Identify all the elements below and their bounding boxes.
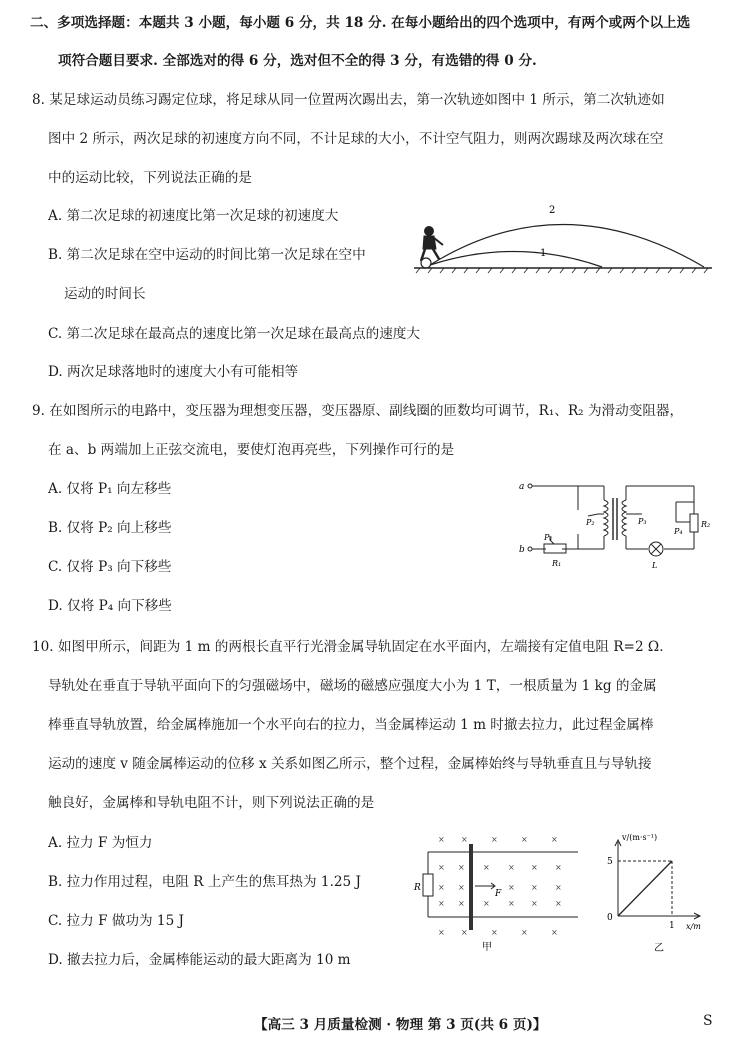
q10-stem-line3: 棒垂直导轨放置，给金属棒施加一个水平向右的拉力，当金属棒运动 1 m 时撤去拉力，此过程金属棒: [48, 717, 654, 733]
svg-text:×: ×: [531, 863, 538, 872]
q10-option-b: B. 拉力作用过程，电阻 R 上产生的焦耳热为 1.25 J: [48, 874, 361, 890]
trajectory-2-label: 2: [549, 205, 556, 216]
force-f-label: F: [495, 889, 502, 899]
q9-option-d: D. 仅将 P₄ 向下移些: [48, 598, 172, 614]
tick-y-5: 5: [607, 857, 613, 867]
terminal-a-label: a: [519, 482, 525, 492]
q8-option-b-line1: B. 第二次足球在空中运动的时间比第一次足球在空中: [48, 247, 366, 263]
section-heading-line2: 项符合题目要求. 全部选对的得 6 分，选对但不全的得 3 分，有选错的得 0 分.: [58, 53, 537, 69]
q8-option-c: C. 第二次足球在最高点的速度比第一次足球在最高点的速度大: [48, 326, 420, 342]
q10-stem-line4: 运动的速度 v 随金属棒运动的位移 x 关系如图乙所示，整个过程，金属棒始终与导轨垂直且与导轨接: [48, 756, 652, 772]
rheostat-r2: [690, 514, 698, 532]
svg-text:×: ×: [438, 835, 445, 844]
metal-rod: [469, 844, 473, 930]
p3-label: P₃: [638, 517, 647, 526]
svg-text:×: ×: [438, 899, 445, 908]
lamp-label: L: [652, 561, 658, 570]
svg-text:×: ×: [491, 835, 498, 844]
origin-label: 0: [607, 913, 613, 923]
y-axis-label: v/(m·s⁻¹): [622, 833, 658, 842]
tick-x-1: 1: [669, 921, 675, 931]
q10-stem-line2: 导轨处在垂直于导轨平面向下的匀强磁场中，磁场的磁感应强度大小为 1 T，一根质量为 1 kg 的金属: [48, 678, 657, 694]
svg-text:×: ×: [461, 928, 468, 937]
q8-trajectory-figure: [412, 205, 714, 280]
q10-fig-yi: [600, 830, 712, 955]
svg-text:×: ×: [531, 883, 538, 892]
fig-yi-caption: 乙: [654, 943, 664, 954]
section-heading-line1: 二、多项选择题：本题共 3 小题，每小题 6 分，共 18 分. 在每小题给出的四个选项中，有两个或两个以上选: [30, 15, 691, 31]
trajectory-1-label: 1: [540, 248, 547, 259]
svg-text:×: ×: [551, 835, 558, 844]
p4-label: P₄: [674, 527, 683, 536]
q9-option-a: A. 仅将 P₁ 向左移些: [48, 481, 172, 497]
q8-option-a: A. 第二次足球的初速度比第一次足球的初速度大: [48, 208, 339, 224]
svg-text:×: ×: [555, 863, 562, 872]
svg-text:×: ×: [458, 899, 465, 908]
page-code: S: [703, 1013, 713, 1029]
svg-text:×: ×: [531, 899, 538, 908]
trajectory-1: [430, 251, 602, 267]
svg-text:×: ×: [551, 928, 558, 937]
primary-coil: [604, 500, 608, 536]
q10-option-d: D. 撤去拉力后，金属棒能运动的最大距离为 10 m: [48, 952, 351, 968]
svg-text:×: ×: [521, 835, 528, 844]
q9-circuit-figure: [516, 474, 716, 574]
q8-stem-line1: 8. 某足球运动员练习踢定位球，将足球从同一位置两次踢出去，第一次轨迹如图中 1 所示，第二次轨迹如: [32, 92, 665, 108]
r2-label: R₂: [701, 520, 711, 529]
svg-text:×: ×: [438, 928, 445, 937]
magnetic-field-marks: [438, 835, 562, 937]
q10-option-a: A. 拉力 F 为恒力: [48, 835, 153, 851]
svg-text:×: ×: [438, 863, 445, 872]
force-arrow: [475, 883, 495, 889]
svg-text:×: ×: [458, 883, 465, 892]
q8-stem-line2: 图中 2 所示，两次足球的初速度方向不同，不计足球的大小，不计空气阻力，则两次踢球及两次球在空: [48, 131, 664, 147]
svg-text:×: ×: [458, 863, 465, 872]
svg-text:×: ×: [438, 883, 445, 892]
q9-option-c: C. 仅将 P₃ 向下移些: [48, 559, 172, 575]
page-footer: 【高三 3 月质量检测 · 物理 第 3 页(共 6 页)】: [254, 1017, 547, 1033]
svg-text:×: ×: [555, 899, 562, 908]
svg-text:×: ×: [508, 883, 515, 892]
q8-stem-line3: 中的运动比较，下列说法正确的是: [48, 170, 252, 186]
q9-option-b: B. 仅将 P₂ 向上移些: [48, 520, 172, 536]
slider-p2: [588, 514, 604, 516]
q8-option-b-line2: 运动的时间长: [64, 286, 146, 302]
trajectory-2: [430, 224, 704, 267]
q10-stem-line1: 10. 如图甲所示，间距为 1 m 的两根长直平行光滑金属导轨固定在水平面内，左端接有定值电阻 R=2 Ω.: [32, 639, 664, 655]
resistor-r: [423, 874, 433, 896]
q10-option-c: C. 拉力 F 做功为 15 J: [48, 913, 184, 929]
svg-text:×: ×: [521, 928, 528, 937]
svg-text:×: ×: [555, 883, 562, 892]
svg-text:×: ×: [461, 835, 468, 844]
q10-fig-jia: [413, 832, 583, 952]
ground-hatching: [416, 268, 708, 273]
resistor-r-label: R: [414, 883, 421, 893]
terminal-b-label: b: [519, 545, 525, 555]
svg-text:×: ×: [491, 928, 498, 937]
svg-text:×: ×: [508, 863, 515, 872]
q9-stem-line1: 9. 在如图所示的电路中，变压器为理想变压器，变压器原、副线圈的匝数均可调节，R₁、R₂ 为滑动变阻器，: [32, 403, 684, 419]
p1-label: P₁: [544, 533, 553, 542]
svg-text:×: ×: [483, 899, 490, 908]
x-axis-label: x/m: [686, 922, 701, 931]
q10-stem-line5: 触良好，金属棒和导轨电阻不计，则下列说法正确的是: [48, 795, 375, 811]
q9-stem-line2: 在 a、b 两端加上正弦交流电，要使灯泡再亮些，下列操作可行的是: [48, 442, 455, 458]
r1-label: R₁: [552, 559, 562, 568]
q8-option-d: D. 两次足球落地时的速度大小有可能相等: [48, 364, 299, 380]
secondary-coil: [622, 500, 626, 536]
svg-text:×: ×: [483, 863, 490, 872]
fig-jia-caption: 甲: [482, 942, 492, 952]
p2-label: P₂: [586, 518, 595, 527]
svg-text:×: ×: [508, 899, 515, 908]
v-x-line: [618, 861, 672, 916]
